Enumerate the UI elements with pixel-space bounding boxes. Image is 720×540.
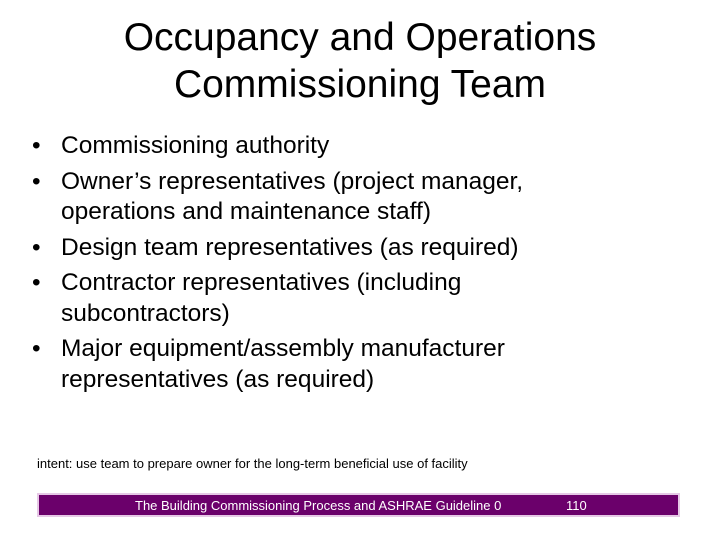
bullet-item-commissioning-authority [32, 131, 702, 162]
bullet-list [32, 131, 702, 400]
bullet-text: Design team representatives (as required) [61, 233, 519, 261]
page-number: 110 [566, 498, 587, 513]
bullet-text-continuation: representatives (as required) [61, 365, 375, 393]
bullet-item-contractor-representatives [32, 268, 702, 329]
bullet-text: Commissioning authority [61, 132, 330, 159]
bullet-item-design-team [32, 233, 702, 264]
bullet-text: Major equipment/assembly manufacturer [61, 335, 505, 362]
bullet-marker: • [32, 233, 41, 261]
bullet-text-continuation: subcontractors) [61, 299, 230, 327]
intent-note: intent: use team to prepare owner for the long-term beneficial use of facility [37, 456, 468, 471]
bullet-marker: • [32, 132, 41, 159]
bullet-text: Owner’s representatives (project manager, [61, 167, 524, 195]
bullet-marker: • [32, 335, 41, 362]
slide-title-line-2: Commissioning Team [173, 63, 547, 106]
bullet-text: Contractor representatives (including [61, 269, 462, 296]
bullet-item-owners-representatives [32, 167, 702, 228]
bullet-text-continuation: operations and maintenance staff) [61, 198, 432, 225]
footer-bar [37, 493, 680, 517]
footer-text: The Building Commissioning Process and ASHRAE Guideline 0 [135, 498, 502, 513]
bullet-marker: • [32, 269, 41, 296]
bullet-item-manufacturer-representatives [32, 334, 702, 395]
slide-title-line-1: Occupancy and Operations [123, 16, 597, 59]
bullet-marker: • [32, 167, 41, 195]
slide-title [0, 14, 720, 108]
